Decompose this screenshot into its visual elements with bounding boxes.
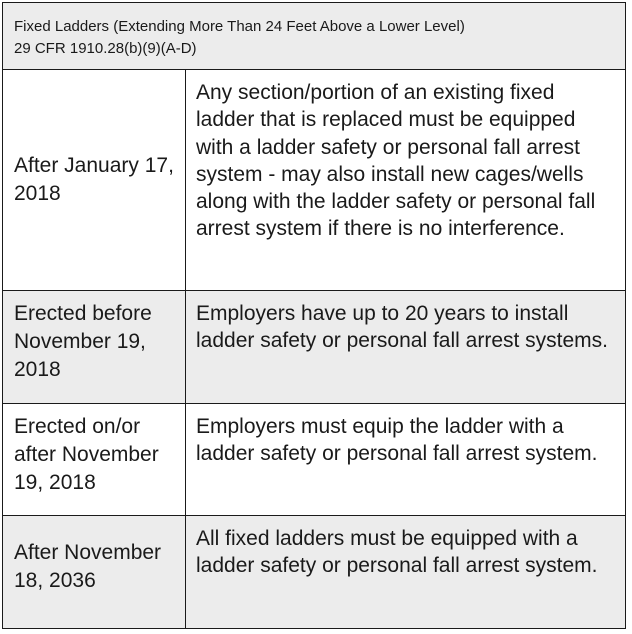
- condition-cell: [3, 291, 186, 403]
- table-row: [3, 70, 625, 291]
- condition-text: After November 18, 2036: [14, 541, 162, 592]
- table-row: [3, 516, 625, 628]
- condition-cell: [3, 70, 186, 290]
- condition-text: After January 17, 2018: [14, 154, 174, 205]
- table-header: [3, 3, 625, 70]
- requirement-cell: Employers have up to 20 years to install ladder safety or personal fall arrest systems.: [196, 302, 609, 353]
- condition-text: Erected before November 19, 2018: [14, 302, 152, 381]
- table-title: Fixed Ladders (Extending More Than 24 Feet Above a Lower Level): [14, 18, 465, 35]
- condition-cell: [3, 404, 186, 515]
- condition-cell: [3, 516, 186, 628]
- fixed-ladder-requirements-table: [2, 2, 626, 629]
- requirement-cell: All fixed ladders must be equipped with a ladder safety or personal fall arrest system.: [196, 527, 598, 578]
- table-row: [3, 291, 625, 404]
- table-row: [3, 404, 625, 516]
- requirement-cell: Employers must equip the ladder with a ladder safety or personal fall arrest system.: [196, 415, 598, 466]
- condition-text: Erected on/or after November 19, 2018: [14, 415, 159, 494]
- requirement-cell: Any section/portion of an existing fixed ladder that is replaced must be equipped with a ladder safety or personal fall arrest system - may also install new cages/wells along with the ladder safety or personal fall arrest system if there is no interference.: [196, 81, 596, 241]
- table-citation: 29 CFR 1910.28(b)(9)(A-D): [14, 40, 197, 57]
